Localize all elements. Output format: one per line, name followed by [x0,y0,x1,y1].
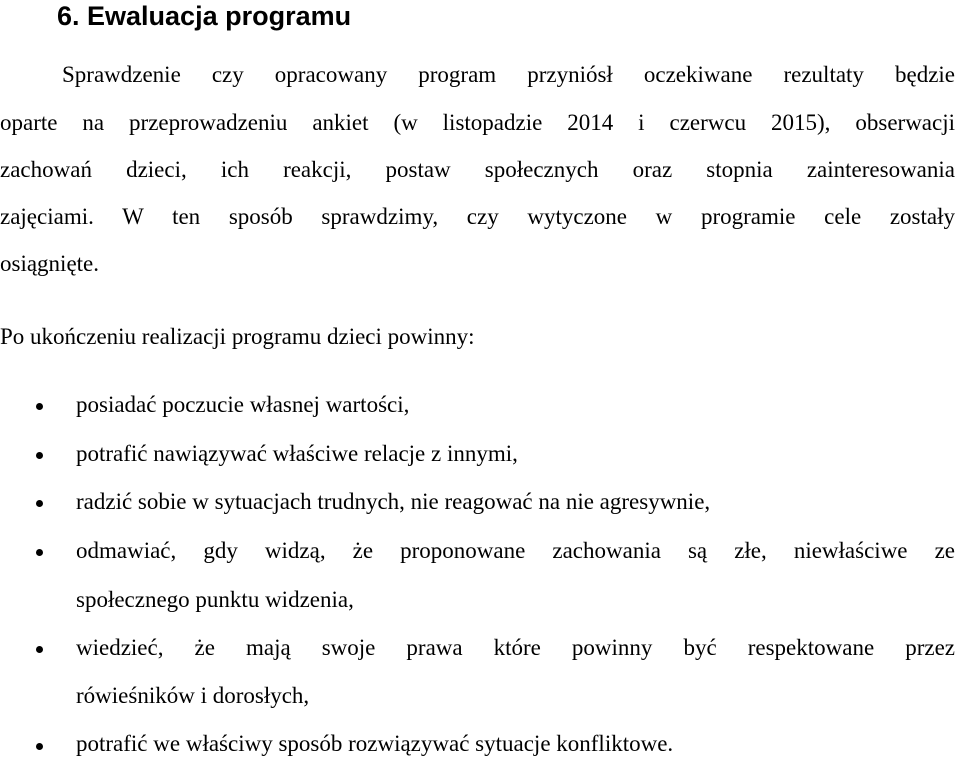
bullet-icon [36,549,43,556]
list-item-text: potrafić nawiązywać właściwe relacje z innymi, [76,441,518,466]
intro-line: zajęciami. W ten sposób sprawdzimy, czy wytyczone w programie cele zostały [0,204,955,229]
list-item-text: wiedzieć, że mają swoje prawa które powinny być respektowane przez [76,635,955,660]
intro-line: oparte na przeprowadzeniu ankiet (w listopadzie 2014 i czerwcu 2015), obserwacji [0,110,955,135]
list-item-text: społecznego punktu widzenia, [76,587,354,612]
list-item-text: rówieśników i dorosłych, [76,683,310,708]
list-item-text: potrafić we właściwy sposób rozwiązywać sytuacje konfliktowe. [76,731,674,756]
lead-sentence: Po ukończeniu realizacji programu dzieci powinny: [0,324,475,349]
list-item-text: posiadać poczucie własnej wartości, [76,392,410,417]
bullet-icon [36,452,43,459]
intro-line: osiągnięte. [0,251,99,276]
section-heading: 6. Ewaluacja programu [57,1,352,31]
intro-line: zachowań dzieci, ich reakcji, postaw społecznych oraz stopnia zainteresowania [0,157,955,182]
bullet-icon [36,743,43,750]
bullet-icon [36,403,43,410]
list-item-text: odmawiać, gdy widzą, że proponowane zachowania są złe, niewłaściwe ze [76,538,955,563]
list-item-text: radzić sobie w sytuacjach trudnych, nie reagować na nie agresywnie, [76,489,711,514]
intro-line: Sprawdzenie czy opracowany program przyniósł oczekiwane rezultaty będzie [62,62,955,87]
bullet-icon [36,500,43,507]
bullet-icon [36,646,43,653]
